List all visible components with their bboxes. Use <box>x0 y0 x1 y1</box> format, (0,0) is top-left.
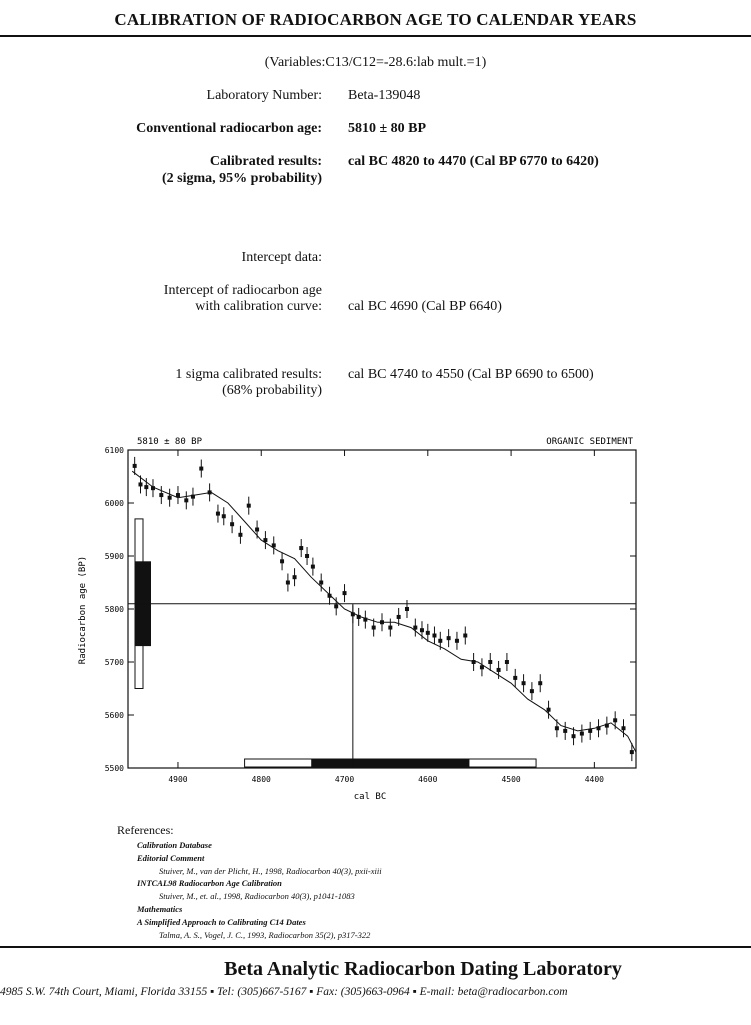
sigma1-value: cal BC 4740 to 4550 (Cal BP 6690 to 6500) <box>348 367 594 382</box>
data-point <box>463 634 467 638</box>
calibration-chart <box>0 430 751 810</box>
y-tick-label: 6000 <box>104 499 124 508</box>
chart-title: 5810 ± 80 BP <box>137 437 203 447</box>
data-point <box>513 676 517 680</box>
references <box>117 823 382 948</box>
data-point <box>488 660 492 664</box>
data-point <box>497 668 501 672</box>
data-point <box>247 504 251 508</box>
y-axis-label: Radiocarbon age (BP) <box>78 555 88 665</box>
data-point <box>555 726 559 730</box>
reference-line: Calibration Database <box>137 840 212 850</box>
intercept-value: cal BC 4690 (Cal BP 6640) <box>348 299 502 314</box>
lab-name: Beta Analytic Radiocarbon Dating Laboratory <box>224 958 622 980</box>
one-sigma-x-bar <box>311 759 469 767</box>
y-tick-label: 5800 <box>104 605 124 614</box>
data-point <box>168 496 172 500</box>
sigma1-label: 1 sigma calibrated results: <box>175 367 322 382</box>
data-point <box>447 636 451 640</box>
data-point <box>397 615 401 619</box>
lab-number-label: Laboratory Number: <box>206 88 322 103</box>
y-tick-label: 5600 <box>104 711 124 720</box>
data-point <box>426 631 430 635</box>
y-tick-label: 6100 <box>104 446 124 455</box>
data-point <box>176 493 180 497</box>
data-point <box>184 498 188 502</box>
reference-line: Editorial Comment <box>137 852 205 863</box>
calibration-curve <box>132 471 636 752</box>
data-point <box>230 522 234 526</box>
calib-value: cal BC 4820 to 4470 (Cal BP 6770 to 6420) <box>348 154 599 169</box>
plot-frame <box>128 450 636 768</box>
reference-line: Talma, A. S., Vogel, J. C., 1993, Radiocarbon 35(2), p317-322 <box>159 929 371 940</box>
y-tick-label: 5700 <box>104 658 124 667</box>
conv-age-label: Conventional radiocarbon age: <box>136 121 322 136</box>
y-tick-label: 5500 <box>104 764 124 773</box>
intercept-label-1: Intercept of radiocarbon age <box>163 283 322 298</box>
data-point <box>622 726 626 730</box>
data-point <box>286 581 290 585</box>
data-point <box>238 533 242 537</box>
data-point <box>505 660 509 664</box>
data-point <box>319 581 323 585</box>
data-point <box>199 467 203 471</box>
data-point <box>144 485 148 489</box>
reference-line: Mathematics <box>137 904 183 914</box>
data-point <box>293 575 297 579</box>
data-point <box>305 554 309 558</box>
data-point <box>216 512 220 516</box>
reference-line: Stuiver, M., et. al., 1998, Radiocarbon 40(3), p1041-1083 <box>159 891 355 902</box>
data-point <box>580 732 584 736</box>
data-point <box>138 482 142 486</box>
data-point <box>343 591 347 595</box>
intercept-data-label: Intercept data: <box>241 250 322 265</box>
data-point <box>405 607 409 611</box>
data-point <box>222 514 226 518</box>
lab-number-value: Beta-139048 <box>348 88 421 103</box>
y-tick-label: 5900 <box>104 552 124 561</box>
reference-line: INTCAL98 Radiocarbon Age Calibration <box>137 878 282 889</box>
x-tick-label: 4400 <box>584 775 604 784</box>
calib-label: Calibrated results: <box>209 154 322 169</box>
x-tick-label: 4600 <box>418 775 438 784</box>
lab-address: 4985 S.W. 74th Court, Miami, Florida 33155 ▪ Tel: (305)667-5167 ▪ Fax: (305)663-0964 ▪ E-mail: beta@radiocarbon.com <box>0 986 568 998</box>
data-point <box>334 604 338 608</box>
conv-age-value: 5810 ± 80 BP <box>348 121 427 136</box>
data-point <box>563 729 567 733</box>
chart-subtitle: ORGANIC SEDIMENT <box>546 437 633 447</box>
reference-line: A Simplified Approach to Calibrating C14 Dates <box>137 916 306 927</box>
data-point <box>311 565 315 569</box>
data-point <box>280 559 284 563</box>
calib-sub: (2 sigma, 95% probability) <box>162 171 322 186</box>
data-point <box>432 634 436 638</box>
data-point <box>438 639 442 643</box>
variables-line: (Variables:C13/C12=-28.6:lab mult.=1) <box>264 55 487 70</box>
data-point <box>522 681 526 685</box>
data-point <box>372 626 376 630</box>
data-point <box>547 708 551 712</box>
intercept-label-2: with calibration curve: <box>195 299 322 314</box>
x-tick-label: 4700 <box>334 775 355 784</box>
data-points <box>133 457 634 761</box>
data-point <box>538 681 542 685</box>
data-point <box>572 734 576 738</box>
bottom-rule <box>0 946 751 948</box>
x-tick-label: 4500 <box>501 775 521 784</box>
data-point <box>133 464 137 468</box>
data-point <box>420 628 424 632</box>
top-rule <box>0 35 751 37</box>
x-tick-label: 4900 <box>168 775 188 784</box>
data-point <box>255 528 259 532</box>
x-axis-label: cal BC <box>353 792 387 802</box>
data-point <box>413 626 417 630</box>
x-axis <box>168 450 604 784</box>
data-point <box>388 626 392 630</box>
y-axis <box>105 446 636 773</box>
page-title: CALIBRATION OF RADIOCARBON AGE TO CALENDAR YEARS <box>114 10 637 29</box>
references-heading: References: <box>117 823 174 837</box>
data-point <box>530 689 534 693</box>
data-point <box>630 750 634 754</box>
data-point <box>613 718 617 722</box>
x-tick-label: 4800 <box>251 775 271 784</box>
data-point <box>299 546 303 550</box>
data-point <box>455 639 459 643</box>
sigma1-sub: (68% probability) <box>222 383 322 398</box>
reference-line: Stuiver, M., van der Plicht, H., 1998, Radiocarbon 40(3), pxii-xiii <box>159 865 382 876</box>
data-point <box>159 493 163 497</box>
